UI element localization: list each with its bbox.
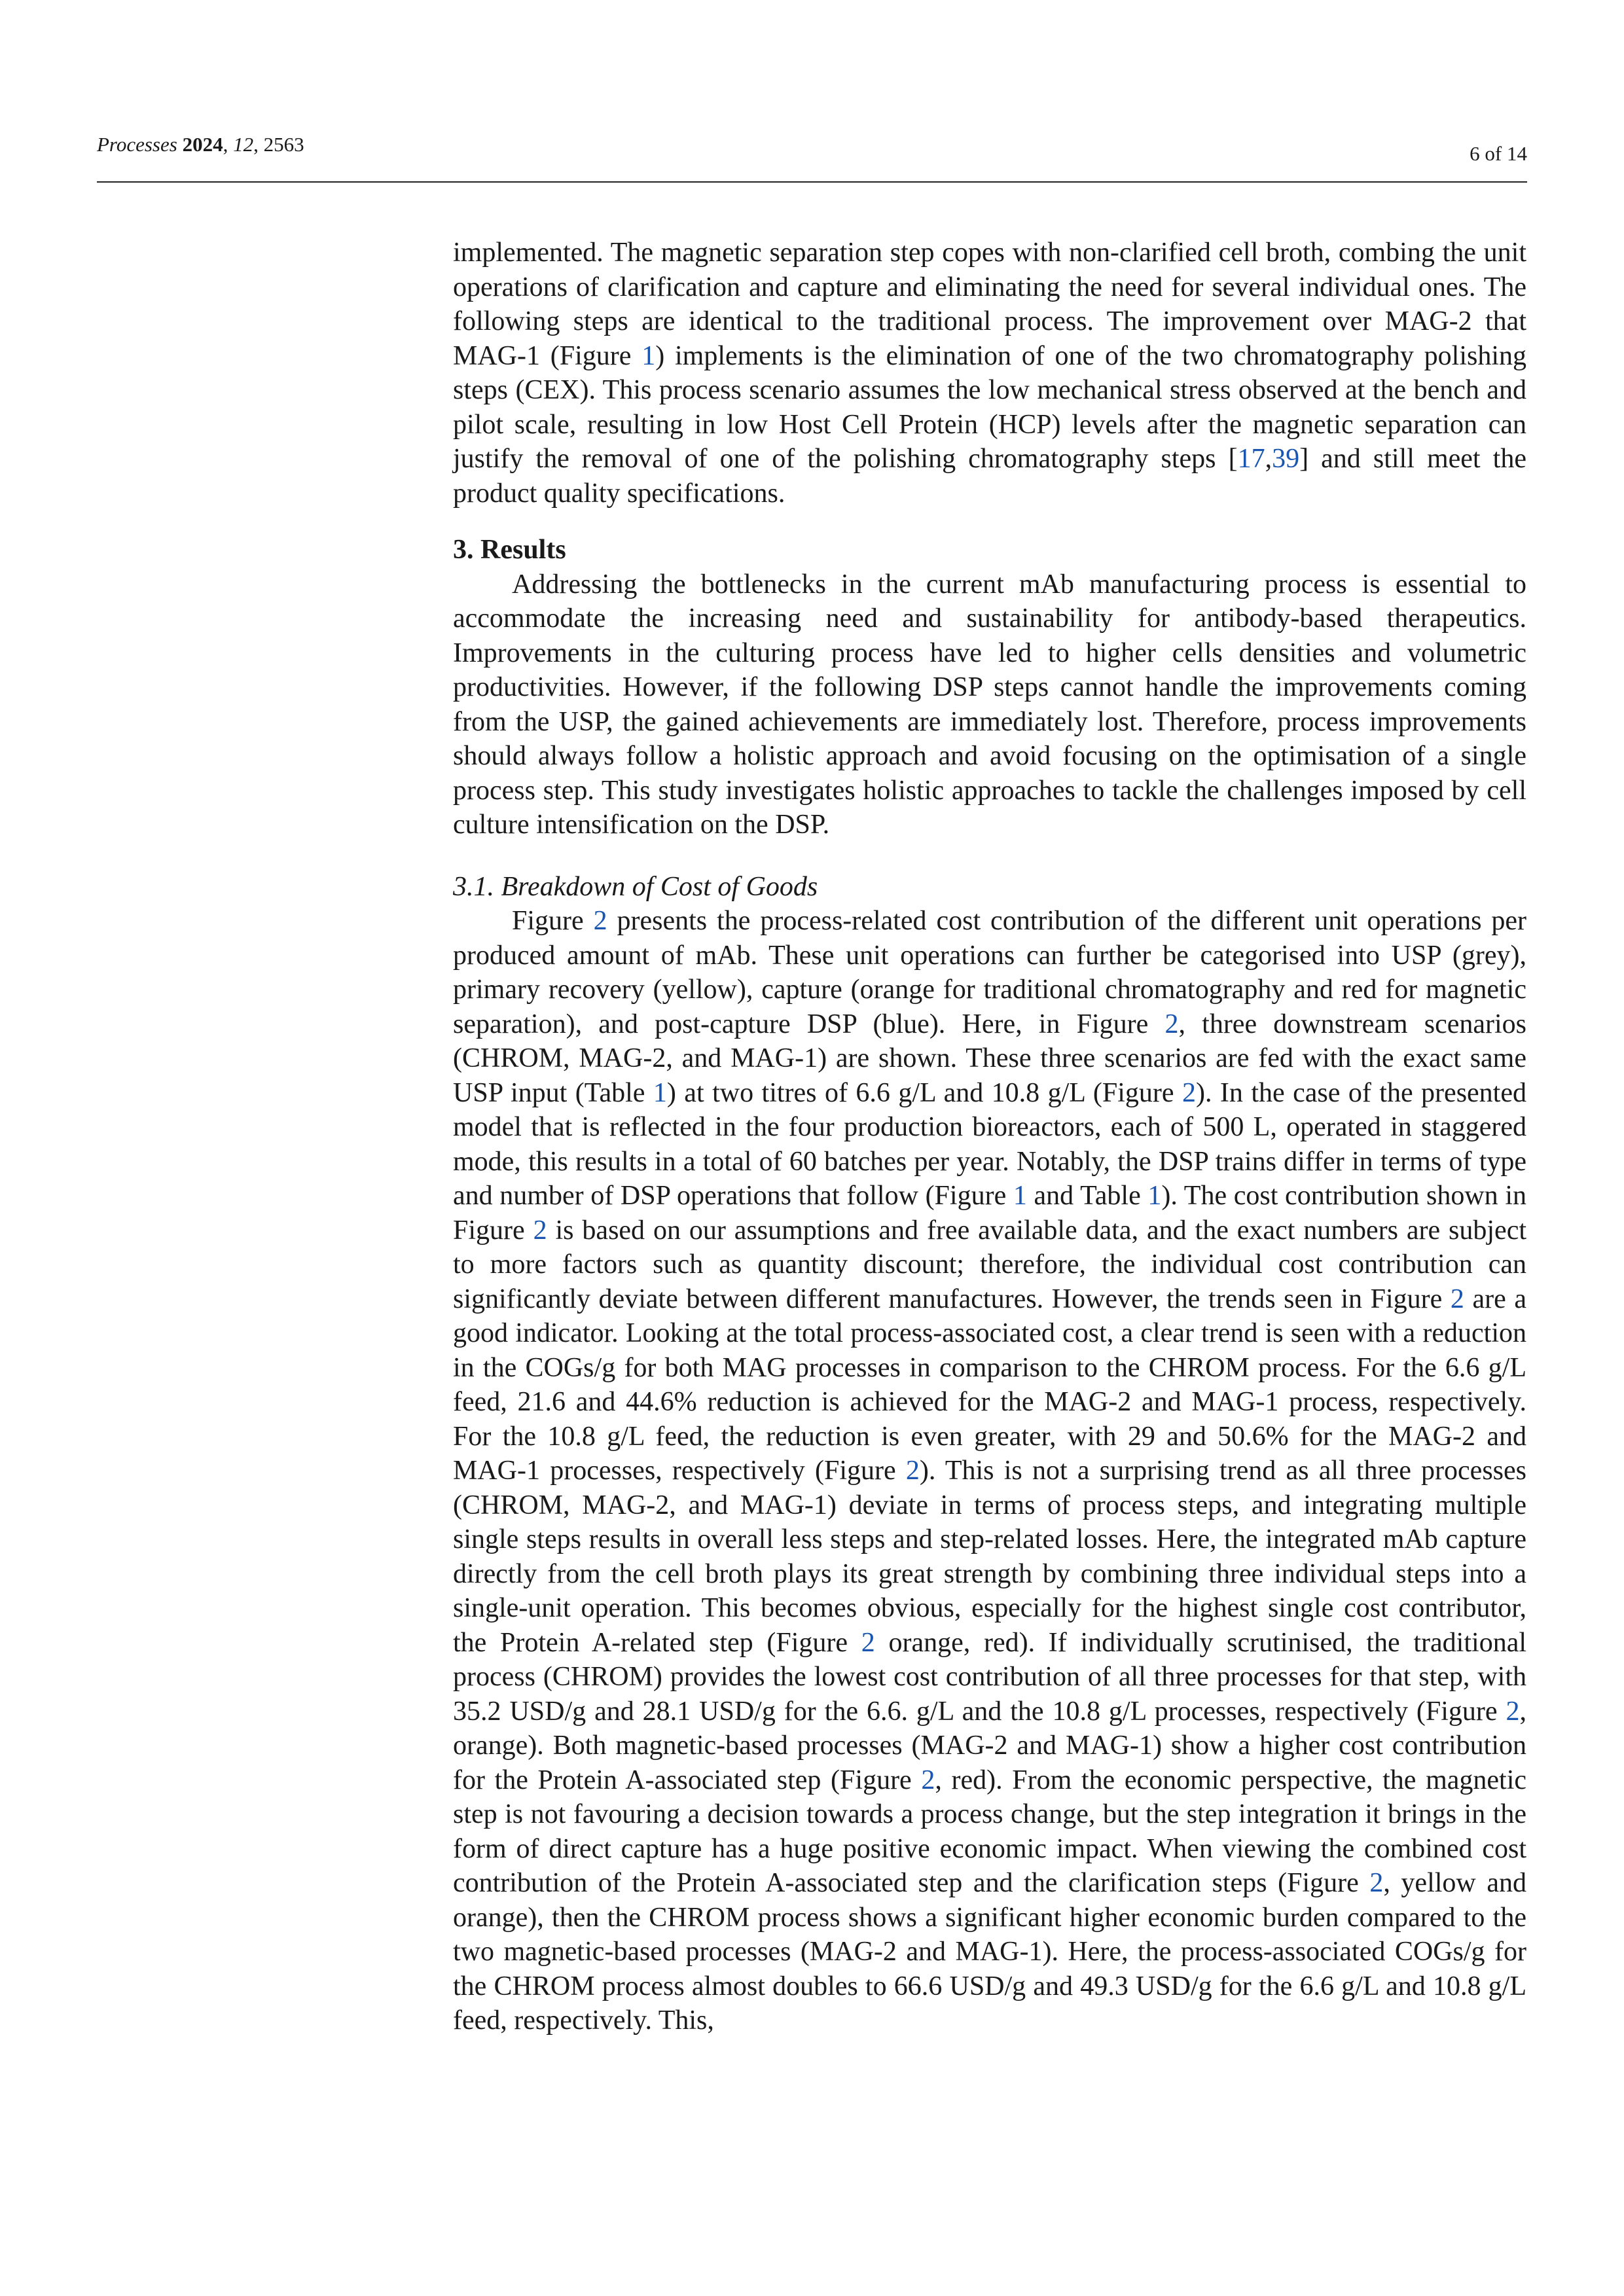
citation-link[interactable]: 17: [1237, 444, 1265, 474]
journal-year: 2024: [182, 133, 223, 156]
section-heading-results: 3. Results: [453, 535, 566, 565]
text-run: presents the process-related cost contribution of the different unit operations per produced amount of mAb. These unit operations can further be categorised into USP (grey), primary recovery (yellow), capture (orange for traditional chromatography and red for magnetic separation), and post-capture DSP (blue). Here, in Figure: [453, 906, 1526, 1039]
text-run: are a good indicator. Looking at the total process-associated cost, a clear trend is seen with a reduction in the COGs/g for both MAG processes in comparison to the CHROM process. For the 6.6 g/L feed, 21.6 and 44.6% reduction is achieved for the MAG-2 and MAG-1 process, respectively. For the 10.8 g/L feed, the reduction is even greater, with 29 and 50.6% for the MAG-2 and MAG-1 processes, respectively (Figure: [453, 1283, 1526, 1486]
figure-link[interactable]: 2: [905, 1456, 920, 1486]
table-link[interactable]: 1: [653, 1077, 667, 1108]
text-run: , three downstream scenarios (CHROM, MAG-2, and MAG-1) are shown. These three scenarios are fed with the exact same USP input (Table: [453, 1009, 1527, 1108]
figure-link[interactable]: 2: [1369, 1868, 1384, 1898]
text-run: ). In the case of the presented model that is reflected in the four production bioreactors, each of 500 L, operated in staggered mode, this results in a total of 60 batches per year. Notably, the DSP trains differ in terms of type and number of DSP operations that follow (Figure: [453, 1077, 1526, 1211]
figure-link[interactable]: 2: [593, 906, 607, 936]
article-body: [453, 236, 1526, 2038]
text-run: ] and still meet the product quality specifications.: [453, 444, 1526, 509]
text-run: orange, red). If individually scrutinised, the traditional process (CHROM) provides the lowest cost contribution of all three processes for that step, with 35.2 USD/g and 28.1 USD/g for the 6.6. g/L and the 10.8 g/L processes, respectively (Figure: [453, 1627, 1527, 1727]
page-indicator: 6 of 14: [1470, 142, 1527, 165]
figure-link[interactable]: 2: [1506, 1696, 1520, 1727]
text-run: , yellow and orange), then the CHROM process shows a significant higher economic burden compared to the two magnetic-based processes (MAG-2 and MAG-1). Here, the process-associated COGs/g for the CHROM process almost doubles to 66.6 USD/g and 49.3 USD/g for the 6.6 g/L and 10.8 g/L feed, respectively. This,: [453, 1868, 1526, 2036]
text-run: Figure: [512, 906, 594, 936]
results-paragraph: Addressing the bottlenecks in the current mAb manufacturing process is essential to accommodate the increasing need and sustainability for antibody-based therapeutics. Improvements in the culturing process have led to higher cells densities and volumetric productivities. However, if the following DSP steps cannot handle the improvements coming from the USP, the gained achievements are immediately lost. Therefore, process improvements should always follow a holistic approach and avoid focusing on the optimisation of a single process step. This study investigates holistic approaches to tackle the challenges imposed by cell culture intensification on the DSP.: [453, 569, 1526, 840]
table-link[interactable]: 1: [1147, 1181, 1162, 1211]
text-run: , red). From the economic perspective, the magnetic step is not favouring a decision towards a process change, but the step integration it brings in the form of direct capture has a huge positive economic impact. When viewing the combined cost contribution of the Protein A-associated step and the clarification steps (Figure: [453, 1765, 1526, 1898]
text-run: ) implements is the elimination of one of the two chromatography polishing steps (CEX). This process scenario assumes the low mechanical stress observed at the bench and pilot scale, resulting in low Host Cell Protein (HCP) levels after the magnetic separation can justify the removal of one of the polishing chromatography steps [: [453, 340, 1526, 474]
text-run: and Table: [1026, 1181, 1148, 1211]
figure-link[interactable]: 2: [1450, 1283, 1464, 1314]
page-header: [97, 128, 1527, 183]
subsection-heading-cog: 3.1. Breakdown of Cost of Goods: [453, 871, 818, 902]
figure-link[interactable]: 1: [1013, 1181, 1027, 1211]
text-run: ,: [1265, 444, 1272, 474]
text-run: , orange). Both magnetic-based processes (MAG-2 and MAG-1) show a higher cost contribution for the Protein A-associated step (Figure: [453, 1696, 1526, 1795]
text-run: ). This is not a surprising trend as all three processes (CHROM, MAG-2, and MAG-1) deviate in terms of process steps, and integrating multiple single steps results in overall less steps and step-related losses. Here, the integrated mAb capture directly from the cell broth plays its great strength by combining three individual steps into a single-unit operation. This becomes obvious, especially for the highest single cost contributor, the Protein A-related step (Figure: [453, 1456, 1527, 1658]
journal-volume: 12: [233, 133, 254, 156]
figure-link[interactable]: 2: [533, 1215, 547, 1246]
figure-link[interactable]: 2: [861, 1627, 875, 1658]
figure-link[interactable]: 2: [921, 1765, 935, 1795]
figure-link[interactable]: 2: [1182, 1077, 1196, 1108]
text-run: ) at two titres of 6.6 g/L and 10.8 g/L (Figure: [666, 1077, 1182, 1108]
text-run: ). The cost contribution shown in Figure: [453, 1181, 1527, 1246]
figure-link[interactable]: 2: [1164, 1009, 1179, 1039]
intro-paragraph: [453, 236, 1526, 511]
text-run: implemented. The magnetic separation step copes with non-clarified cell broth, combing the unit operations of clarification and capture and eliminating the need for several individual ones. The following steps are identical to the traditional process. The improvement over MAG-2 that MAG-1 (Figure: [453, 238, 1526, 371]
citation-link[interactable]: 39: [1272, 444, 1300, 474]
journal-name: Processes: [97, 133, 177, 156]
text-run: is based on our assumptions and free available data, and the exact numbers are subject to more factors such as quantity discount; therefore, the individual cost contribution can significantly deviate between different manufactures. However, the trends seen in Figure: [453, 1215, 1527, 1314]
journal-citation: Processes 2024, 12, 2563: [97, 133, 304, 156]
article-number: 2563: [263, 133, 304, 156]
figure-link[interactable]: 1: [641, 340, 656, 371]
cog-paragraph: [453, 904, 1526, 2038]
